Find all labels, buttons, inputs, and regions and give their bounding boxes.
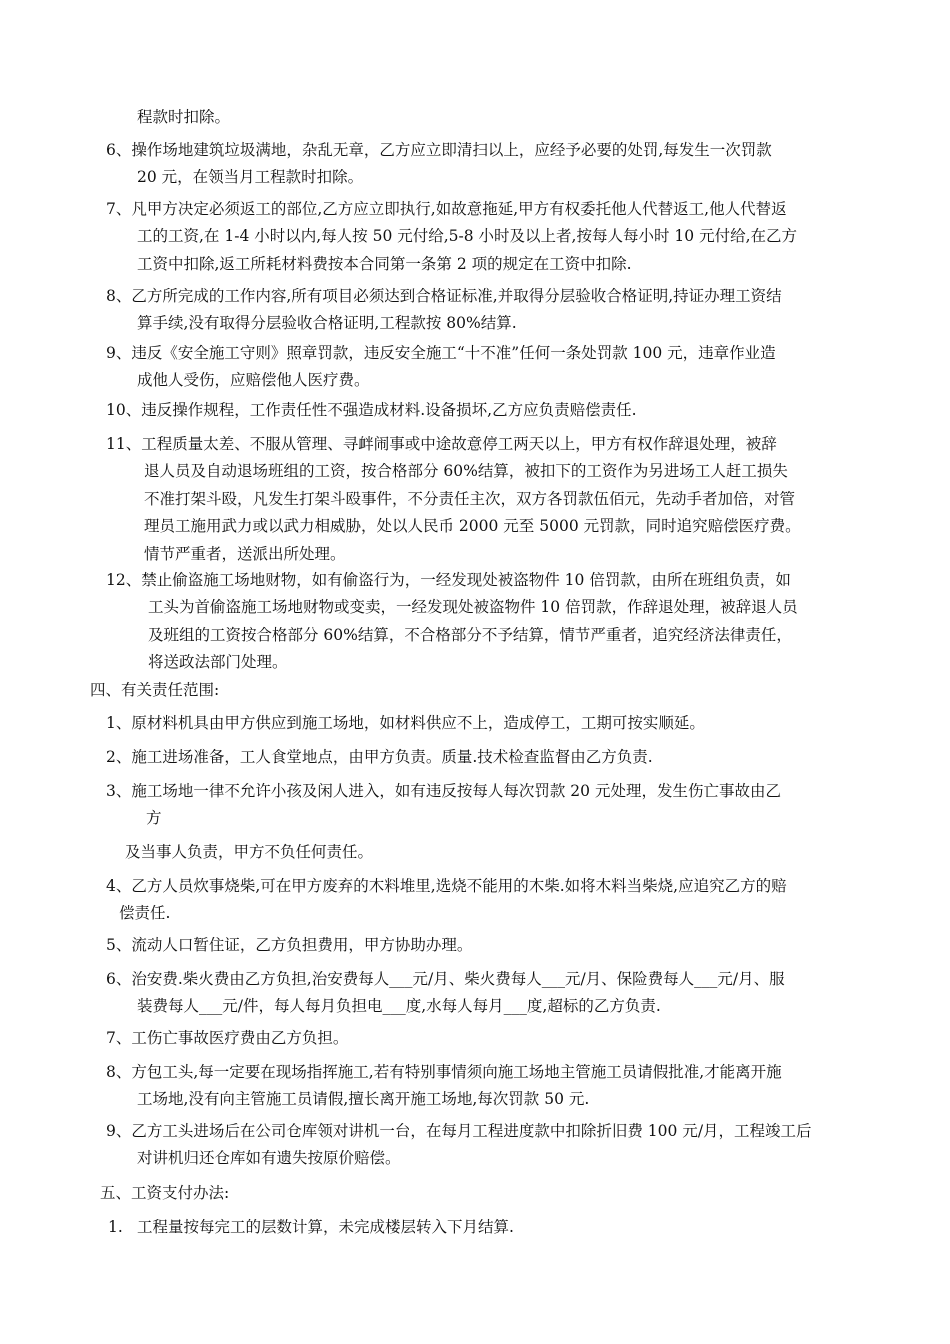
clause-line: 及班组的工资按合格部分 60%结算，不合格部分不予结算，情节严重者，追究经济法律责任， bbox=[148, 625, 792, 644]
clause-line: 及当事人负责，甲方不负任何责任。 bbox=[125, 843, 374, 861]
clause-line: 违反操作规程，工作责任性不强造成材料.设备损坏,乙方应负责赔偿责任. bbox=[141, 401, 637, 419]
clause-4-8 bbox=[106, 1059, 782, 1114]
clause-line: 偿责任. bbox=[119, 904, 171, 923]
clause-number: 2、 bbox=[106, 748, 132, 766]
clause-number: 9、 bbox=[106, 344, 132, 362]
clause-4-9 bbox=[106, 1118, 812, 1173]
clause-line: 原材料机具由甲方供应到施工场地，如材料供应不上，造成停工，工期可按实顺延。 bbox=[131, 714, 705, 732]
clause-line: 乙方所完成的工作内容,所有项目必须达到合格证标准,并取得分层验收合格证明,持证办理工资结 bbox=[131, 287, 782, 305]
clause-number: 11、 bbox=[106, 435, 142, 453]
clause-number: 6、 bbox=[106, 141, 132, 159]
clause-4-7 bbox=[106, 1025, 348, 1052]
clause-line: 对讲机归还仓库如有遗失按原价赔偿。 bbox=[137, 1149, 401, 1168]
clause-line: 禁止偷盗施工场地财物，如有偷盗行为，一经发现处被盗物件 10 倍罚款，由所在班组负责，如 bbox=[141, 571, 791, 589]
clause-line: 工资中扣除,返工所耗材料费按本合同第一条第 2 项的规定在工资中扣除. bbox=[137, 254, 632, 273]
clause-4-6 bbox=[106, 966, 785, 1021]
clause-4-5 bbox=[106, 932, 472, 959]
section-heading-5: 五、工资支付办法: bbox=[100, 1184, 230, 1202]
clause-line: 施工场地一律不允许小孩及闲人进入，如有违反按每人每次罚款 20 元处理，发生伤亡事故由乙 bbox=[131, 782, 781, 800]
clause-line: 程款时扣除。 bbox=[137, 108, 231, 126]
clause-4-4 bbox=[106, 873, 787, 928]
clause-line: 工程质量太差、不服从管理、寻衅闹事或中途故意停工两天以上，甲方有权作辞退处理，被辞 bbox=[141, 435, 777, 453]
clause-number: 1、 bbox=[106, 714, 132, 732]
clause-line: 成他人受伤，应赔偿他人医疗费。 bbox=[137, 371, 370, 390]
clause-line: 凡甲方决定必须返工的部位,乙方应立即执行,如故意拖延,甲方有权委托他人代替返工,他人代替返 bbox=[131, 200, 787, 218]
clause-line: 工的工资,在 1-4 小时以内,每人按 50 元付给,5-8 小时及以上者,按每人每小时 10 元付给,在乙方 bbox=[137, 227, 797, 246]
clause-line: 理员工施用武力或以武力相威胁，处以人民币 2000 元至 5000 元罚款，同时追究赔偿医疗费。 bbox=[144, 517, 801, 536]
section-heading-4: 四、有关责任范围: bbox=[90, 681, 220, 699]
clause-line: 20 元，在领当月工程款时扣除。 bbox=[137, 168, 364, 187]
clause-number: 7、 bbox=[106, 200, 132, 218]
clause-line: 操作场地建筑垃圾满地，杂乱无章，乙方应立即清扫以上，应经予必要的处罚,每发生一次罚款 bbox=[131, 141, 772, 159]
clause-line: 施工进场准备，工人食堂地点，由甲方负责。质量.技术检查监督由乙方负责. bbox=[131, 748, 653, 766]
clause-line: 算手续,没有取得分层验收合格证明,工程款按 80%结算. bbox=[137, 314, 517, 333]
clause-line: 乙方工头进场后在公司仓库领对讲机一台，在每月工程进度款中扣除折旧费 100 元/月，工程竣工后 bbox=[131, 1122, 812, 1140]
clause-3-11 bbox=[106, 431, 801, 568]
clause-number: 4、 bbox=[106, 877, 132, 895]
clause-line: 工程量按每完工的层数计算，未完成楼层转入下月结算. bbox=[137, 1218, 514, 1236]
clause-number: 6、 bbox=[106, 970, 132, 988]
clause-line: 流动人口暂住证，乙方负担费用，甲方协助办理。 bbox=[131, 936, 473, 954]
clause-4-3 bbox=[106, 778, 781, 833]
clause-3-9 bbox=[106, 340, 776, 395]
clause-number: 9、 bbox=[106, 1122, 132, 1140]
clause-5-1 bbox=[108, 1214, 514, 1241]
clause-3-12 bbox=[106, 567, 798, 677]
clause-number: 8、 bbox=[106, 287, 132, 305]
clause-3-7 bbox=[106, 196, 797, 278]
clause-line: 违反《安全施工守则》照章罚款，违反安全施工“十不准”任何一条处罚款 100 元，违章作业造 bbox=[131, 344, 776, 362]
clause-line: 方包工头,每一定要在现场指挥施工,若有特别事情须向施工场地主管施工员请假批准,才能离开施 bbox=[131, 1063, 782, 1081]
clause-line: 方 bbox=[146, 809, 162, 828]
clause-line: 工伤亡事故医疗费由乙方负担。 bbox=[131, 1029, 349, 1047]
clause-line: 退人员及自动退场班组的工资，按合格部分 60%结算，被扣下的工资作为另进场工人赶工损失 bbox=[144, 462, 788, 481]
clause-number: 10、 bbox=[106, 401, 142, 419]
clause-number: 7、 bbox=[106, 1029, 132, 1047]
clause-number: 3、 bbox=[106, 782, 132, 800]
clause-3-5-continuation bbox=[137, 104, 230, 131]
clause-number: 12、 bbox=[106, 571, 142, 589]
clause-line: 治安费.柴火费由乙方负担,治安费每人___元/月、柴火费每人___元/月、保险费每人___元/月、服 bbox=[131, 970, 785, 988]
clause-line: 不准打架斗殴，凡发生打架斗殴事件，不分责任主次，双方各罚款伍佰元，先动手者加倍，对管 bbox=[144, 489, 796, 508]
clause-3-8 bbox=[106, 283, 782, 338]
clause-number: 5、 bbox=[106, 936, 132, 954]
clause-4-1 bbox=[106, 710, 705, 737]
clause-line: 将送政法部门处理。 bbox=[148, 653, 288, 672]
clause-line: 乙方人员炊事烧柴,可在甲方废弃的木料堆里,选烧不能用的木柴.如将木料当柴烧,应追究乙方的赔 bbox=[131, 877, 787, 895]
clause-3-6 bbox=[106, 137, 772, 192]
clause-line: 装费每人___元/件，每人每月负担电___度,水每人每月___度,超标的乙方负责. bbox=[137, 997, 661, 1016]
clause-line: 情节严重者，送派出所处理。 bbox=[144, 544, 346, 563]
clause-line: 工场地,没有向主管施工员请假,擅长离开施工场地,每次罚款 50 元. bbox=[137, 1090, 590, 1109]
clause-3-10 bbox=[106, 397, 637, 424]
clause-number: 8、 bbox=[106, 1063, 132, 1081]
clause-number: 1. bbox=[108, 1218, 123, 1236]
clause-4-2 bbox=[106, 744, 653, 771]
clause-4-3-continuation bbox=[125, 839, 373, 866]
clause-line: 工头为首偷盗施工场地财物或变卖，一经发现处被盗物件 10 倍罚款，作辞退处理，被辞退人员 bbox=[148, 598, 798, 617]
